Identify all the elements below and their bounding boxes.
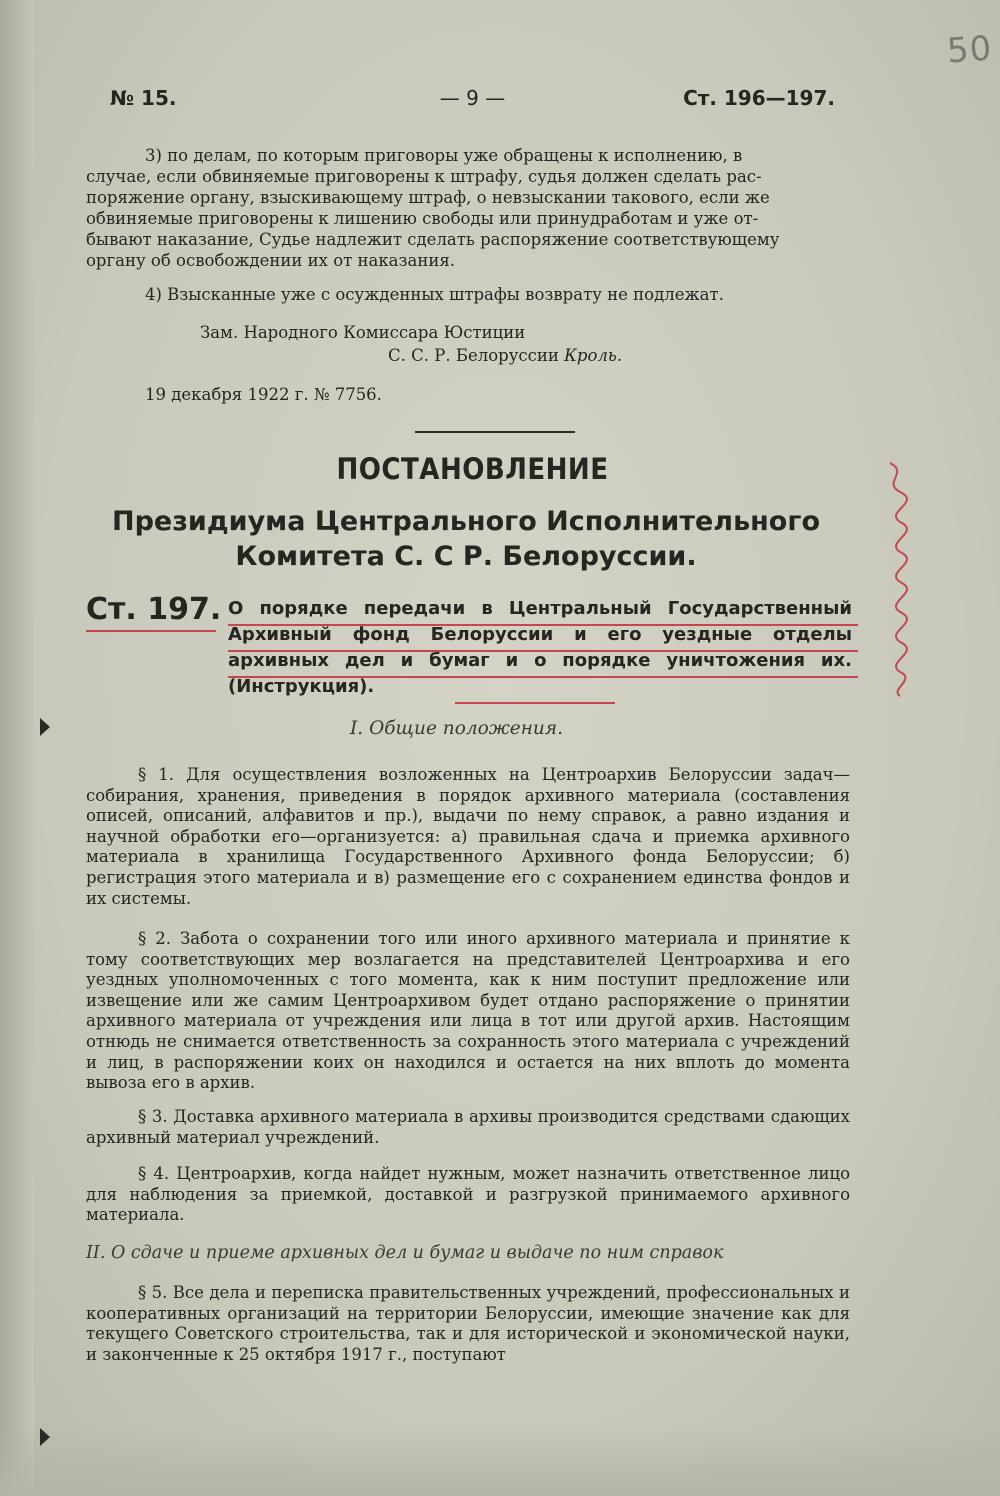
header-article-range: Ст. 196—197. <box>683 86 835 110</box>
page-left-edge <box>0 0 34 1496</box>
article-title: О порядке передачи в Центральный Государственный Архивный фонд Белоруссии и его уездные отделы архивных дел и бумаг и о порядке уничтожения их. (Инструкция). <box>228 598 852 697</box>
paragraph-2: § 2. Забота о сохранении того или иного архивного материала и принятие к тому соответствующих мер возлагается на представителей Центроархива и его уездных уполномоченных с того момента, как к ним поступит предложение или извещение или же самим Центроархивом будет отдано распоряжение о принятии архивного материала от учреждения или лица в тот или другой архив. Настоящим отнюдь не снимается ответственность за сохранность этого материала с учреждений и лиц, в распоряжении коих он находился и остается на них вплоть до момента вывоза его в архив. <box>86 929 850 1093</box>
item3-line: бывают наказание, Судье надлежит сделать распоряжение соответствующему <box>86 230 780 249</box>
header-page-number: — 9 — <box>439 86 506 110</box>
signer-name: Кроль. <box>564 346 623 365</box>
item4-text: 4) Взысканные уже с осужденных штрафы возврату не подлежат. <box>145 285 724 304</box>
article-label: Ст. 197. <box>86 592 222 627</box>
paragraph-4: § 4. Центроархив, когда найдет нужным, может назначить ответственное лицо для наблюдения за приемкой, доставкой и разгрузкой принимаемого архивного материала. <box>86 1164 850 1225</box>
red-wavy-margin-mark <box>880 458 920 698</box>
signer-republic: С. С. Р. Белоруссии <box>388 346 559 365</box>
red-underline <box>228 650 858 652</box>
decree-date-number: 19 декабря 1922 г. № 7756. <box>145 385 382 404</box>
signer-title: Зам. Народного Комиссара Юстиции <box>200 323 526 342</box>
page-bottom-shadow <box>0 1426 1000 1496</box>
item3-line: поряжение органу, взыскивающему штраф, о невзыскании такового, если же <box>86 188 770 207</box>
item3-line: обвиняемые приговорены к лишению свободы или принудработам и уже от- <box>86 209 759 228</box>
running-header <box>110 86 835 116</box>
paragraph-5: § 5. Все дела и переписка правительственных учреждений, профессиональных и кооперативных организаций на территории Белоруссии, имеющие значение как для текущего Советского строительства, так и для исторической и экономической науки, и законченные к 25 октября 1917 г., поступают <box>86 1283 850 1364</box>
handwritten-page-number: 50 <box>945 28 994 72</box>
red-underline <box>455 702 615 704</box>
separator-rule <box>415 431 575 433</box>
punch-hole-mark <box>40 1428 50 1446</box>
decree-title: ПОСТАНОВЛЕНИЕ <box>336 452 609 486</box>
red-underline <box>228 624 858 626</box>
section-heading-general: I. Общие положения. <box>350 718 563 739</box>
punch-hole-mark <box>40 718 50 736</box>
red-underline <box>228 676 858 678</box>
red-underline <box>86 630 216 632</box>
section-heading-submission: II. О сдаче и приеме архивных дел и бумаг и выдаче по ним справок <box>86 1243 724 1263</box>
paragraph-1: § 1. Для осуществления возложенных на Центроархив Белоруссии задач—собирания, хранения, приведения в порядок архивного материала (составления описей, описаний, алфавитов и пр.), выдачи по нему справок, а равно издания и научной обработки его—организуется: а) правильная сдача и приемка архивного материала в хранилища Государственного Архивного фонда Белоруссии; б) регистрация этого материала и в) размещение его с сохранением единства фондов и их системы. <box>86 765 850 908</box>
paragraph-3: § 3. Доставка архивного материала в архивы производится средствами сдающих архивный материал учреждений. <box>86 1107 850 1147</box>
signer-title-cont <box>388 346 622 365</box>
item3-line: 3) по делам, по которым приговоры уже обращены к исполнению, в <box>145 146 743 165</box>
item3-line: органу об освобождении их от наказания. <box>86 251 455 270</box>
item3-line: случае, если обвиняемые приговорены к штрафу, судья должен сделать рас- <box>86 167 762 186</box>
decree-subtitle: Президиума Центрального Исполнительного Комитета С. С Р. Белоруссии. <box>112 506 820 572</box>
header-issue-number: № 15. <box>110 86 177 110</box>
